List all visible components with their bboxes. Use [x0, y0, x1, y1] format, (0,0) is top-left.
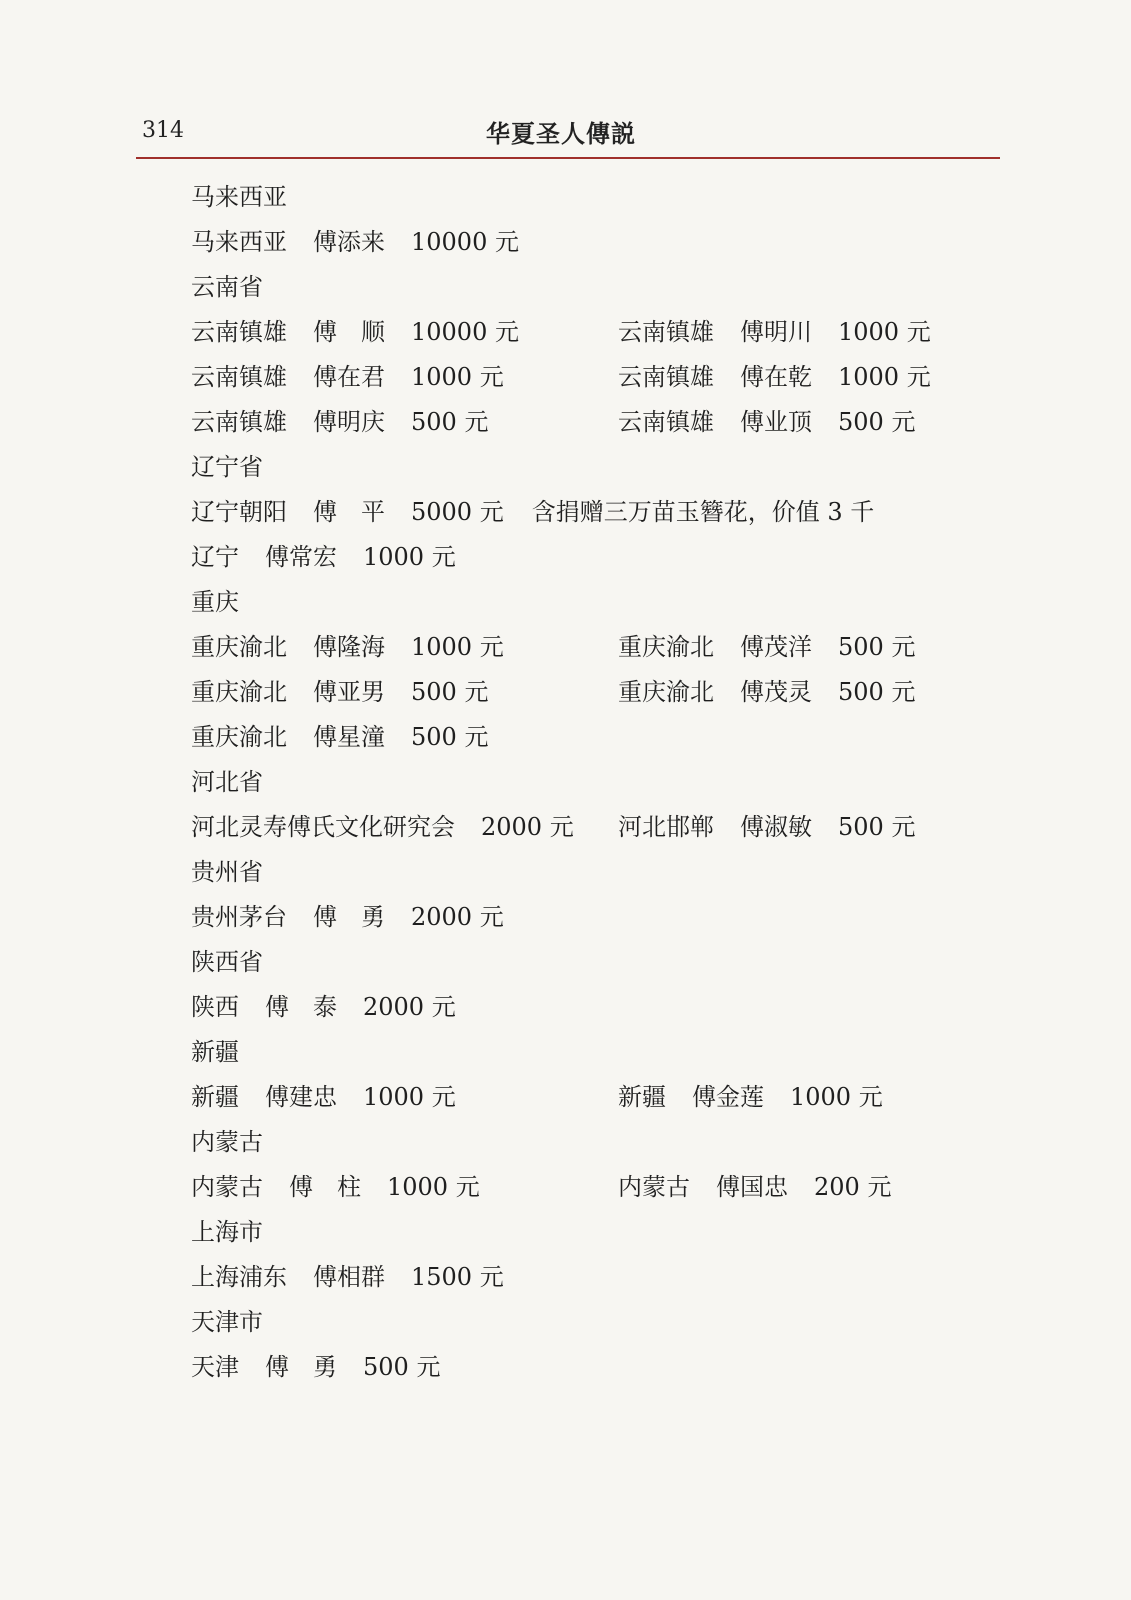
donor-name: 傅 勇	[265, 1353, 337, 1381]
donor-name: 傅茂灵	[740, 678, 812, 706]
region-section	[191, 850, 971, 940]
donation-amount: 500 元	[363, 1353, 441, 1381]
donation-amount: 500 元	[838, 408, 916, 436]
donor-name: 傅星潼	[313, 723, 385, 751]
region-heading: 辽宁省	[191, 453, 263, 481]
donor-entry	[618, 310, 931, 355]
donor-place: 重庆渝北	[191, 723, 287, 751]
donor-place: 新疆	[191, 1083, 239, 1111]
region-section	[191, 760, 971, 850]
region-heading: 内蒙古	[191, 1128, 263, 1156]
donor-name: 傅常宏	[265, 543, 337, 571]
region-heading: 陕西省	[191, 948, 263, 976]
donation-amount: 500 元	[838, 633, 916, 661]
donor-entry	[191, 895, 504, 940]
donation-amount: 1000 元	[411, 363, 504, 391]
donation-note: 含捐赠三万苗玉簪花，价值 3 千	[531, 498, 875, 526]
donation-amount: 1000 元	[363, 543, 456, 571]
region-section	[191, 175, 971, 265]
donor-entry	[191, 1075, 456, 1120]
donor-row	[191, 715, 971, 760]
region-heading: 马来西亚	[191, 183, 287, 211]
donor-entry	[191, 355, 504, 400]
donation-amount: 500 元	[838, 813, 916, 841]
page-number: 314	[142, 118, 184, 143]
donor-entry	[191, 805, 574, 850]
donation-amount: 2000 元	[481, 813, 574, 841]
running-title: 华夏圣人傳説	[486, 119, 636, 148]
region-heading: 河北省	[191, 768, 263, 796]
donor-row	[191, 1075, 971, 1120]
donor-entry	[618, 400, 915, 445]
donor-place: 天津	[191, 1353, 239, 1381]
donor-entry	[191, 1345, 440, 1390]
donor-place: 内蒙古	[191, 1173, 263, 1201]
donation-amount: 1000 元	[387, 1173, 480, 1201]
donor-entry	[191, 310, 519, 355]
donor-entry	[191, 490, 874, 535]
donor-place: 重庆渝北	[618, 678, 714, 706]
donor-name: 傅 平	[313, 498, 385, 526]
donor-place: 马来西亚	[191, 228, 287, 256]
donor-entry	[618, 355, 931, 400]
donor-name: 傅明庆	[313, 408, 385, 436]
donor-entry	[191, 1255, 504, 1300]
donor-row	[191, 805, 971, 850]
donation-amount: 500 元	[838, 678, 916, 706]
donor-entry	[618, 805, 915, 850]
donor-row	[191, 895, 971, 940]
donor-row	[191, 1255, 971, 1300]
region-section	[191, 445, 971, 580]
donor-name: 傅建忠	[265, 1083, 337, 1111]
donation-amount: 1000 元	[838, 363, 931, 391]
region-heading: 贵州省	[191, 858, 263, 886]
donor-entry	[191, 1165, 480, 1210]
donor-place: 河北灵寿傅氏文化研究会	[191, 813, 455, 841]
donor-entry	[618, 625, 915, 670]
donor-entry	[618, 670, 915, 715]
donor-name: 傅添来	[313, 228, 385, 256]
donation-amount: 10000 元	[411, 228, 519, 256]
donor-name: 傅国忠	[716, 1173, 788, 1201]
region-section	[191, 940, 971, 1030]
donor-place: 云南镇雄	[618, 408, 714, 436]
region-heading: 重庆	[191, 588, 239, 616]
donor-row	[191, 535, 971, 580]
region-section	[191, 580, 971, 760]
donor-place: 云南镇雄	[618, 318, 714, 346]
donor-row	[191, 220, 971, 265]
donor-list	[191, 175, 971, 1390]
donation-amount: 1000 元	[790, 1083, 883, 1111]
donor-row	[191, 670, 971, 715]
donation-amount: 5000 元	[411, 498, 504, 526]
donor-place: 重庆渝北	[191, 633, 287, 661]
donor-name: 傅隆海	[313, 633, 385, 661]
donor-place: 重庆渝北	[618, 633, 714, 661]
donor-entry	[618, 1075, 883, 1120]
donation-amount: 1000 元	[363, 1083, 456, 1111]
donor-row	[191, 355, 971, 400]
donor-place: 贵州茅台	[191, 903, 287, 931]
donor-row	[191, 490, 971, 535]
donation-amount: 10000 元	[411, 318, 519, 346]
donor-entry	[191, 400, 488, 445]
page-header	[136, 112, 1000, 162]
region-heading: 新疆	[191, 1038, 239, 1066]
donation-amount: 500 元	[411, 678, 489, 706]
region-section	[191, 1030, 971, 1120]
donor-entry	[191, 220, 519, 265]
donor-entry	[191, 670, 488, 715]
donation-amount: 200 元	[814, 1173, 892, 1201]
header-rule	[136, 157, 1000, 159]
donor-name: 傅 顺	[313, 318, 385, 346]
donation-amount: 1000 元	[411, 633, 504, 661]
donor-name: 傅业顶	[740, 408, 812, 436]
donor-place: 河北邯郸	[618, 813, 714, 841]
donor-place: 上海浦东	[191, 1263, 287, 1291]
donor-name: 傅相群	[313, 1263, 385, 1291]
donor-place: 云南镇雄	[618, 363, 714, 391]
donor-name: 傅 泰	[265, 993, 337, 1021]
donor-place: 新疆	[618, 1083, 666, 1111]
donation-amount: 1500 元	[411, 1263, 504, 1291]
donor-row	[191, 1165, 971, 1210]
donor-name: 傅 勇	[313, 903, 385, 931]
donor-entry	[191, 715, 488, 760]
donor-name: 傅明川	[740, 318, 812, 346]
donor-entry	[191, 535, 456, 580]
donor-row	[191, 985, 971, 1030]
donor-place: 内蒙古	[618, 1173, 690, 1201]
region-section	[191, 1300, 971, 1390]
donor-name: 傅在君	[313, 363, 385, 391]
donor-entry	[191, 985, 456, 1030]
donor-entry	[191, 625, 504, 670]
donor-name: 傅在乾	[740, 363, 812, 391]
donor-name: 傅茂洋	[740, 633, 812, 661]
donor-name: 傅 柱	[289, 1173, 361, 1201]
donor-place: 辽宁	[191, 543, 239, 571]
donor-entry	[618, 1165, 891, 1210]
donor-place: 云南镇雄	[191, 408, 287, 436]
donation-amount: 2000 元	[363, 993, 456, 1021]
donor-place: 辽宁朝阳	[191, 498, 287, 526]
region-section	[191, 265, 971, 445]
donor-name: 傅亚男	[313, 678, 385, 706]
donor-row	[191, 310, 971, 355]
donation-amount: 500 元	[411, 408, 489, 436]
region-heading: 上海市	[191, 1218, 263, 1246]
donor-row	[191, 1345, 971, 1390]
region-section	[191, 1210, 971, 1300]
region-heading: 天津市	[191, 1308, 263, 1336]
donation-amount: 2000 元	[411, 903, 504, 931]
donor-row	[191, 400, 971, 445]
donor-name: 傅金莲	[692, 1083, 764, 1111]
donor-place: 云南镇雄	[191, 318, 287, 346]
donor-place: 云南镇雄	[191, 363, 287, 391]
donation-amount: 1000 元	[838, 318, 931, 346]
donation-amount: 500 元	[411, 723, 489, 751]
donor-name: 傅淑敏	[740, 813, 812, 841]
donor-place: 陕西	[191, 993, 239, 1021]
donor-place: 重庆渝北	[191, 678, 287, 706]
donor-row	[191, 625, 971, 670]
region-heading: 云南省	[191, 273, 263, 301]
region-section	[191, 1120, 971, 1210]
